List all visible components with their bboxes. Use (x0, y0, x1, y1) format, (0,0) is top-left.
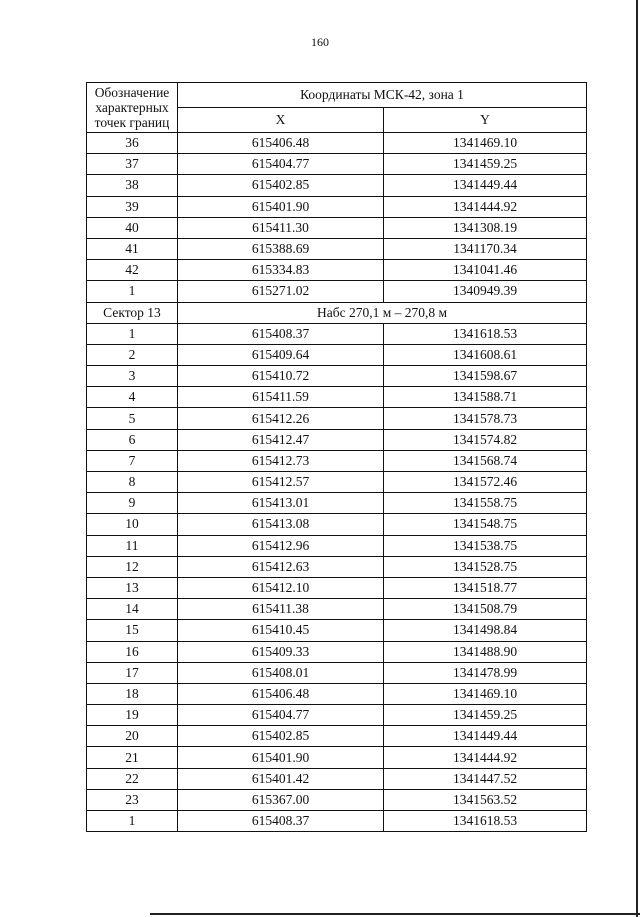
x-coordinate: 615406.48 (178, 133, 384, 154)
y-coordinate: 1341488.90 (384, 641, 587, 662)
x-coordinate: 615402.85 (178, 175, 384, 196)
point-number: 40 (87, 217, 178, 238)
point-number: 39 (87, 196, 178, 217)
x-coordinate: 615404.77 (178, 705, 384, 726)
x-coordinate: 615388.69 (178, 238, 384, 259)
x-coordinate: 615411.38 (178, 599, 384, 620)
y-coordinate: 1341578.73 (384, 408, 587, 429)
x-coordinate: 615334.83 (178, 260, 384, 281)
x-coordinate: 615412.96 (178, 535, 384, 556)
y-coordinate: 1341444.92 (384, 747, 587, 768)
x-coordinate: 615408.37 (178, 323, 384, 344)
x-coordinate: 615401.42 (178, 768, 384, 789)
point-number: 19 (87, 705, 178, 726)
table-row (87, 387, 587, 408)
table-row (87, 493, 587, 514)
table-row (87, 705, 587, 726)
x-coordinate: 615412.73 (178, 450, 384, 471)
table-row (87, 260, 587, 281)
table-row (87, 472, 587, 493)
sector-altitude: Набс 270,1 м – 270,8 м (178, 302, 587, 323)
table-row (87, 133, 587, 154)
point-number: 42 (87, 260, 178, 281)
point-number: 8 (87, 472, 178, 493)
y-coordinate: 1341041.46 (384, 260, 587, 281)
x-coordinate: 615413.08 (178, 514, 384, 535)
y-coordinate: 1341568.74 (384, 450, 587, 471)
x-coordinate: 615408.37 (178, 811, 384, 832)
point-number: 4 (87, 387, 178, 408)
y-coordinate: 1341598.67 (384, 366, 587, 387)
x-coordinate: 615413.01 (178, 493, 384, 514)
y-coordinate: 1341608.61 (384, 344, 587, 365)
y-coordinate: 1341469.10 (384, 133, 587, 154)
table-row (87, 768, 587, 789)
table-row (87, 514, 587, 535)
table-row (87, 429, 587, 450)
x-coordinate: 615412.26 (178, 408, 384, 429)
y-coordinate: 1340949.39 (384, 281, 587, 302)
y-coordinate: 1341558.75 (384, 493, 587, 514)
point-number: 16 (87, 641, 178, 662)
y-coordinate: 1341572.46 (384, 472, 587, 493)
x-coordinate: 615412.47 (178, 429, 384, 450)
y-coordinate: 1341518.77 (384, 577, 587, 598)
x-coordinate: 615412.63 (178, 556, 384, 577)
table-row (87, 238, 587, 259)
x-coordinate: 615412.57 (178, 472, 384, 493)
x-coordinate: 615410.72 (178, 366, 384, 387)
point-number: 17 (87, 662, 178, 683)
table-row (87, 620, 587, 641)
table-row (87, 450, 587, 471)
y-coordinate: 1341444.92 (384, 196, 587, 217)
y-coordinate: 1341498.84 (384, 620, 587, 641)
y-coordinate: 1341588.71 (384, 387, 587, 408)
point-number: 12 (87, 556, 178, 577)
table-row (87, 811, 587, 832)
point-number: 10 (87, 514, 178, 535)
x-coordinate: 615411.59 (178, 387, 384, 408)
point-number: 6 (87, 429, 178, 450)
point-number: 9 (87, 493, 178, 514)
x-coordinate: 615367.00 (178, 789, 384, 810)
table-row (87, 535, 587, 556)
x-coordinate: 615401.90 (178, 196, 384, 217)
x-coordinate: 615409.33 (178, 641, 384, 662)
table-row (87, 196, 587, 217)
x-coordinate: 615404.77 (178, 154, 384, 175)
table-row (87, 683, 587, 704)
table-row (87, 577, 587, 598)
y-coordinate: 1341469.10 (384, 683, 587, 704)
table-row (87, 789, 587, 810)
point-number: 1 (87, 323, 178, 344)
point-number: 23 (87, 789, 178, 810)
coordinates-system-header: Координаты МСК-42, зона 1 (178, 83, 587, 108)
point-number: 15 (87, 620, 178, 641)
y-coordinate: 1341459.25 (384, 154, 587, 175)
y-coordinate: 1341308.19 (384, 217, 587, 238)
table-row (87, 726, 587, 747)
point-number: 11 (87, 535, 178, 556)
y-coordinate: 1341618.53 (384, 323, 587, 344)
table-row (87, 662, 587, 683)
x-coordinate: 615402.85 (178, 726, 384, 747)
point-number: 41 (87, 238, 178, 259)
table-row (87, 599, 587, 620)
y-coordinate: 1341528.75 (384, 556, 587, 577)
point-number: 21 (87, 747, 178, 768)
table-row (87, 344, 587, 365)
x-coordinate: 615271.02 (178, 281, 384, 302)
table-row (87, 556, 587, 577)
point-number: 14 (87, 599, 178, 620)
x-coordinate: 615406.48 (178, 683, 384, 704)
point-number: 2 (87, 344, 178, 365)
point-number: 5 (87, 408, 178, 429)
point-designation-header: Обозначение характерных точек границ (87, 83, 178, 133)
x-header: X (178, 108, 384, 133)
coordinates-table (86, 82, 587, 832)
y-coordinate: 1341508.79 (384, 599, 587, 620)
point-number: 18 (87, 683, 178, 704)
point-number: 38 (87, 175, 178, 196)
y-coordinate: 1341447.52 (384, 768, 587, 789)
y-coordinate: 1341618.53 (384, 811, 587, 832)
x-coordinate: 615409.64 (178, 344, 384, 365)
y-coordinate: 1341538.75 (384, 535, 587, 556)
y-coordinate: 1341563.52 (384, 789, 587, 810)
table-row (87, 154, 587, 175)
point-number: 13 (87, 577, 178, 598)
scan-edge-bottom (150, 913, 640, 915)
scan-edge-right (636, 0, 638, 917)
point-number: 1 (87, 811, 178, 832)
x-coordinate: 615410.45 (178, 620, 384, 641)
header-row (87, 83, 587, 108)
point-number: 7 (87, 450, 178, 471)
sector-row (87, 302, 587, 323)
point-number: 20 (87, 726, 178, 747)
y-coordinate: 1341574.82 (384, 429, 587, 450)
x-coordinate: 615408.01 (178, 662, 384, 683)
table-row (87, 175, 587, 196)
point-number: 37 (87, 154, 178, 175)
y-coordinate: 1341449.44 (384, 726, 587, 747)
x-coordinate: 615411.30 (178, 217, 384, 238)
table-row (87, 366, 587, 387)
point-number: 3 (87, 366, 178, 387)
table-row (87, 323, 587, 344)
y-coordinate: 1341478.99 (384, 662, 587, 683)
table-row (87, 281, 587, 302)
table-row (87, 408, 587, 429)
y-coordinate: 1341170.34 (384, 238, 587, 259)
y-coordinate: 1341548.75 (384, 514, 587, 535)
sector-label: Сектор 13 (87, 302, 178, 323)
table-row (87, 641, 587, 662)
page-number: 160 (311, 35, 329, 49)
y-coordinate: 1341459.25 (384, 705, 587, 726)
point-number: 22 (87, 768, 178, 789)
table-row (87, 217, 587, 238)
x-coordinate: 615401.90 (178, 747, 384, 768)
y-coordinate: 1341449.44 (384, 175, 587, 196)
point-number: 36 (87, 133, 178, 154)
x-coordinate: 615412.10 (178, 577, 384, 598)
point-number: 1 (87, 281, 178, 302)
y-header: Y (384, 108, 587, 133)
table-row (87, 747, 587, 768)
